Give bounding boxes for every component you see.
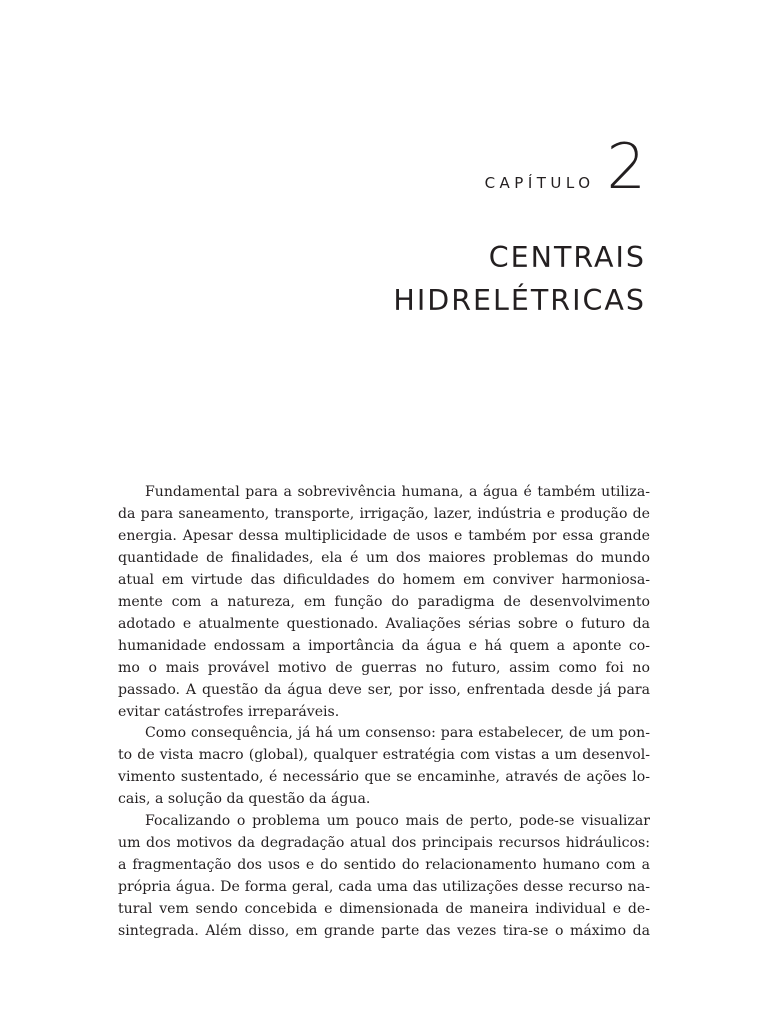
text-line: to de vista macro (global), qualquer estratégia com vistas a um desenvol- (118, 747, 650, 764)
text-line: energia. Apesar dessa multiplicidade de usos e também por essa grande (118, 527, 650, 544)
text-line: tural vem sendo concebida e dimensionada de maneira individual e de- (118, 901, 650, 918)
chapter-number: 2 (606, 130, 646, 203)
text-line: adotado e atualmente questionado. Avaliações sérias sobre o futuro da (118, 615, 650, 632)
chapter-heading (484, 130, 646, 203)
text-line: atual em virtude das dificuldades do homem em conviver harmoniosa- (118, 571, 650, 588)
text-line: Fundamental para a sobrevivência humana, a água é também utiliza- (145, 484, 650, 500)
text-line: passado. A questão da água deve ser, por isso, enfrentada desde já para (118, 681, 650, 698)
text-line: mo o mais provável motivo de guerras no futuro, assim como foi no (118, 659, 650, 676)
chapter-title-line-2: HIDRELÉTRICAS (393, 284, 646, 317)
text-line: Como consequência, já há um consenso: para estabelecer, de um pon- (145, 725, 650, 742)
text-line: sintegrada. Além disso, em grande parte das vezes tira-se o máximo da (118, 923, 650, 940)
text-line: própria água. De forma geral, cada uma das utilizações desse recurso na- (118, 879, 650, 896)
text-line: um dos motivos da degradação atual dos principais recursos hidráulicos: (118, 835, 650, 852)
chapter-title-line-1: CENTRAIS (488, 241, 646, 274)
text-line: humanidade endossam a importância da água e há quem a aponte co- (118, 637, 650, 654)
text-line: a fragmentação dos usos e do sentido do relacionamento humano com a (118, 857, 650, 874)
paragraph (118, 811, 650, 943)
text-line: Focalizando o problema um pouco mais de perto, pode-se visualizar (145, 813, 650, 830)
text-line: vimento sustentado, é necessário que se encaminhe, através de ações lo- (118, 769, 650, 786)
text-line: cais, a solução da questão da água. (118, 791, 371, 808)
chapter-title (393, 236, 646, 322)
text-line: quantidade de finalidades, ela é um dos maiores problemas do mundo (118, 549, 650, 566)
paragraph (118, 723, 650, 811)
text-line: mente com a natureza, em função do paradigma de desenvolvimento (118, 593, 650, 610)
chapter-label: CAPÍTULO (484, 174, 595, 192)
text-line: evitar catástrofes irreparáveis. (118, 703, 340, 720)
text-line: da para saneamento, transporte, irrigação, lazer, indústria e produção de (118, 505, 650, 522)
paragraph (118, 482, 650, 723)
body-text (118, 482, 650, 943)
